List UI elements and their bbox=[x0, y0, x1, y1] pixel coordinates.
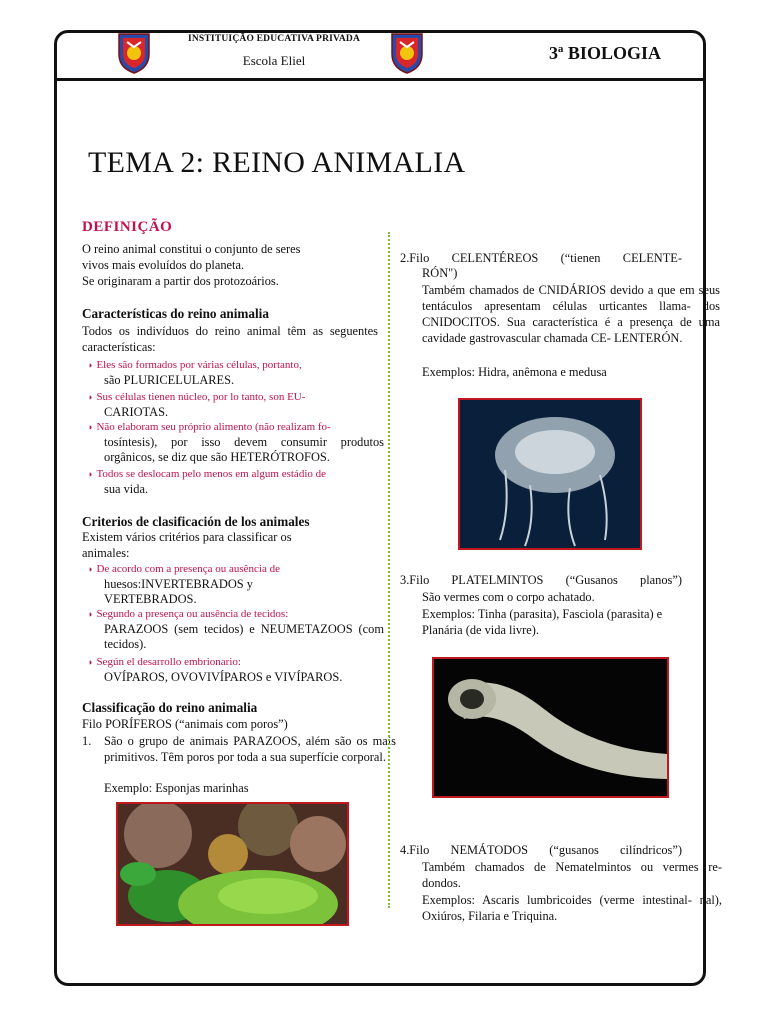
celentereos-examples: Exemplos: Hidra, anêmona e medusa bbox=[422, 365, 607, 379]
filo-nematodos-title: 4.Filo NEMÁTODOS (“gusanos cilíndricos”) bbox=[400, 843, 682, 857]
bullet-icon: ◗ bbox=[88, 360, 94, 370]
platelmintos-text: São vermes com o corpo achatado. bbox=[422, 590, 595, 604]
criteria-heading: Criterios de clasificación de los animales bbox=[82, 514, 310, 529]
definition-heading: DEFINIÇÃO bbox=[82, 219, 173, 235]
nematodos-text: Também chamados de Nematelmintos ou vermes re- dondos. bbox=[422, 860, 722, 890]
list-item-lead: De acordo com a presença ou ausência de bbox=[96, 563, 280, 575]
bullet-icon: ◗ bbox=[88, 657, 94, 667]
list-item-lead: Según el desarrollo embrionario: bbox=[96, 656, 241, 668]
list-item bbox=[88, 655, 388, 685]
list-item-text: sua vida. bbox=[104, 482, 149, 496]
list-item-lead: Sus células tienen núcleo, por lo tanto, son EU- bbox=[96, 391, 306, 403]
filo-celentereos-title: 2.Filo CELENTÉREOS (“tienen CELENTE- bbox=[400, 251, 682, 265]
poriferos-example: Exemplo: Esponjas marinhas bbox=[104, 781, 249, 795]
definition-text bbox=[82, 241, 372, 289]
characteristics-heading: Características do reino animalia bbox=[82, 306, 269, 321]
nematodos-examples: Exemplos: Ascaris lumbricoides (verme intestinal- nal), Oxiúros, Filaria e Triquina. bbox=[422, 893, 722, 923]
bullet-icon: ◗ bbox=[88, 609, 94, 619]
criteria-intro: Existem vários critérios para classificar os animales: bbox=[82, 530, 292, 560]
list-item-lead: Segundo a presença ou ausência de tecidos: bbox=[96, 608, 289, 620]
list-item bbox=[88, 358, 408, 388]
celentereos-text: Também chamados de CNIDÁRIOS devido a que em seus tentáculos apresentam células urticantes llama- dos CNIDOCITOS. Sua característica é a presença de uma cavidade gastrovascular chamada CE- LENTERÓN. bbox=[422, 283, 720, 345]
definition-line: O reino animal constitui o conjunto de seres bbox=[82, 242, 301, 256]
characteristics-intro: Todos os indivíduos do reino animal têm as seguentes características: bbox=[82, 324, 378, 354]
list-item bbox=[88, 562, 356, 607]
list-item-text: tosíntesis), por isso devem consumir produtos orgânicos, se diz que são HETERÓTROFOS. bbox=[104, 435, 384, 464]
list-item-text: huesos:INVERTEBRADOS y VERTEBRADOS. bbox=[104, 577, 253, 606]
bullet-icon: ◗ bbox=[88, 422, 94, 432]
flatworm-image bbox=[432, 657, 669, 798]
school-crest-icon bbox=[390, 32, 424, 74]
sponge-image bbox=[116, 802, 349, 926]
bullet-icon: ◗ bbox=[88, 392, 94, 402]
subject-label: 3ª BIOLOGIA bbox=[549, 43, 661, 63]
list-item bbox=[88, 390, 436, 420]
list-item-text: PARAZOOS (sem tecidos) e NEUMETAZOOS (com tecidos). bbox=[104, 622, 384, 651]
filo-platelmintos-title: 3.Filo PLATELMINTOS (“Gusanos planos”) bbox=[400, 573, 682, 587]
definition-line: vivos mais evoluídos do planeta. bbox=[82, 258, 245, 272]
poriferos-text: São o grupo de animais PARAZOOS, além são os mais primitivos. Têm poros por toda a sua superfície corporal. bbox=[104, 734, 396, 764]
list-item bbox=[88, 607, 388, 652]
list-item-lead: Não elaboram seu próprio alimento (não realizam fo- bbox=[96, 421, 331, 433]
list-number: 1. bbox=[82, 734, 92, 748]
platelmintos-examples: Exemplos: Tinha (parasita), Fasciola (parasita) e Planária (de vida livre). bbox=[422, 607, 663, 637]
jellyfish-image bbox=[458, 398, 642, 550]
filo-celentereos-title-cont: RÓN") bbox=[422, 266, 458, 280]
bullet-icon: ◗ bbox=[88, 564, 94, 574]
list-item-text: são PLURICELULARES. bbox=[104, 373, 235, 387]
school-crest-icon bbox=[117, 32, 151, 74]
list-item-text: OVÍPAROS, OVOVIVÍPAROS e VIVÍPAROS. bbox=[104, 670, 343, 684]
filo-poriferos-title: Filo PORÍFEROS (“animais com poros”) bbox=[82, 717, 288, 731]
institution-name: INSTITUIÇÃO EDUCATIVA PRIVADA bbox=[187, 34, 361, 44]
list-item bbox=[88, 467, 460, 497]
bullet-icon: ◗ bbox=[88, 469, 94, 479]
header-divider bbox=[54, 78, 706, 81]
list-item-lead: Todos se deslocam pelo menos em algum estádio de bbox=[96, 468, 327, 480]
list-item-text: CARIOTAS. bbox=[104, 405, 169, 419]
classification-heading: Classificação do reino animalia bbox=[82, 700, 258, 715]
list-item-lead: Eles são formados por várias células, portanto, bbox=[96, 359, 302, 371]
column-divider bbox=[388, 232, 390, 908]
school-name: Escola Eliel bbox=[242, 53, 306, 68]
definition-line: Se originaram a partir dos protozoários. bbox=[82, 274, 279, 288]
page-title: TEMA 2: REINO ANIMALIA bbox=[88, 146, 466, 179]
